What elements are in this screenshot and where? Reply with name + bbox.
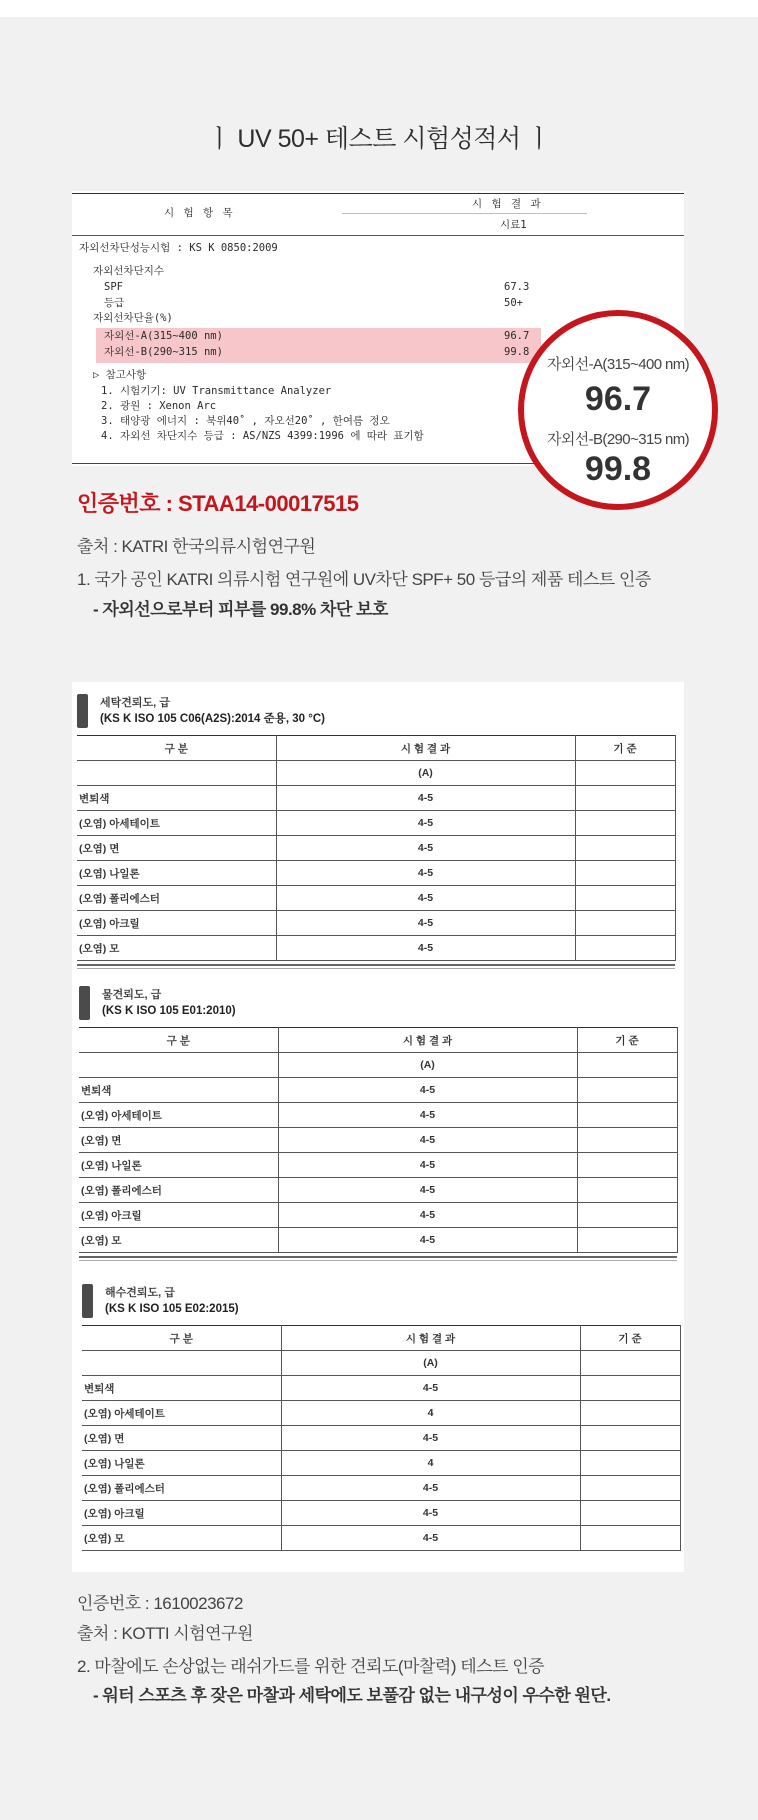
table-header-row [82, 1326, 680, 1351]
seawater-fastness-section [82, 1282, 682, 1562]
row-criteria [575, 911, 675, 936]
fastness-table [79, 1027, 678, 1253]
row-result: 4-5 [278, 1078, 577, 1103]
empty-cell [575, 761, 675, 786]
section-title: 세탁견뢰도, 급 [100, 697, 170, 709]
row-result: 4-5 [276, 811, 575, 836]
row-result: 4-5 [281, 1426, 580, 1451]
row-criteria [575, 836, 675, 861]
certification-source: 출처 : KOTTI 시험연구원 [77, 1624, 253, 1643]
row-label: (오염) 면 [77, 836, 276, 861]
row-criteria [580, 1526, 680, 1551]
row-criteria [580, 1501, 680, 1526]
row-result: 4-5 [281, 1376, 580, 1401]
row-label: (오염) 폴리에스터 [77, 886, 276, 911]
badge-uvb-label: 자외선-B(290~315 nm) [546, 431, 690, 448]
row-result: 4-5 [278, 1103, 577, 1128]
note-item: 3. 태양광 에너지 : 북위40˚ , 자오선20˚ , 한여름 정오 [101, 415, 390, 427]
table-row [82, 1476, 680, 1501]
row-result: 4-5 [281, 1501, 580, 1526]
certification-number: 인증번호 : 1610023672 [77, 1594, 243, 1613]
header-result-rule [342, 213, 587, 214]
row-result: 4-5 [278, 1128, 577, 1153]
row-criteria [575, 886, 675, 911]
row-result: 4-5 [278, 1203, 577, 1228]
table-row [79, 1153, 677, 1178]
badge-uvb-value: 99.8 [584, 450, 652, 488]
badge-uva-value: 96.7 [584, 380, 652, 418]
top-strip [0, 0, 758, 17]
table-row [77, 861, 675, 886]
sample-sub-header: (A) [278, 1053, 577, 1078]
row-result: 4-5 [276, 836, 575, 861]
page-title: ㅣ UV 50+ 테스트 시험성적서 ㅣ [207, 125, 551, 153]
table-row [79, 1203, 677, 1228]
uva-value: 96.7 [504, 330, 530, 342]
section-marker [79, 986, 90, 1020]
row-label: (오염) 폴리에스터 [82, 1476, 281, 1501]
uva-label: 자외선-A(315~400 nm) [104, 330, 223, 342]
table-row [79, 1228, 677, 1253]
report-top-rule [72, 193, 684, 194]
row-result: 4 [281, 1401, 580, 1426]
certification-description: 2. 마찰에도 손상없는 래쉬가드를 위한 견뢰도(마찰력) 테스트 인증 [77, 1657, 545, 1676]
table-row [77, 786, 675, 811]
row-label: (오염) 아세테이트 [79, 1103, 278, 1128]
fastness-table [82, 1325, 681, 1551]
row-label: (오염) 모 [77, 936, 276, 961]
row-criteria [577, 1153, 677, 1178]
section-end-rule [77, 964, 675, 969]
row-result: 4-5 [276, 886, 575, 911]
row-label: (오염) 아크릴 [77, 911, 276, 936]
row-criteria [575, 861, 675, 886]
spf-value: 67.3 [504, 281, 530, 293]
column-header-result: 시 험 결 과 [281, 1326, 580, 1351]
table-head [82, 1326, 680, 1351]
row-result: 4-5 [278, 1153, 577, 1178]
certification-highlight: - 워터 스포츠 후 잦은 마찰과 세탁에도 보풀감 없는 내구성이 우수한 원단. [93, 1686, 611, 1705]
table-row [77, 811, 675, 836]
column-header-category: 구 분 [77, 736, 276, 761]
table-row [82, 1401, 680, 1426]
grade-value: 50+ [504, 297, 523, 309]
row-result: 4-5 [281, 1526, 580, 1551]
certification-number: 인증번호 : STAA14-00017515 [77, 491, 359, 516]
row-result: 4-5 [276, 861, 575, 886]
row-label: (오염) 면 [79, 1128, 278, 1153]
row-criteria [575, 811, 675, 836]
grade-label: 등급 [104, 297, 125, 309]
row-criteria [580, 1376, 680, 1401]
empty-cell [77, 761, 276, 786]
row-criteria [580, 1426, 680, 1451]
header-test-item: 시 험 항 목 [164, 207, 236, 219]
row-criteria [577, 1228, 677, 1253]
table-row [77, 836, 675, 861]
section-standard: (KS K ISO 105 E01:2010) [102, 1005, 236, 1017]
note-item: 1. 시험기기: UV Transmittance Analyzer [101, 385, 332, 397]
water-fastness-section [79, 984, 679, 1264]
spf-section-label: 자외선차단지수 [93, 265, 165, 277]
row-result: 4-5 [281, 1476, 580, 1501]
row-label: (오염) 나일론 [82, 1451, 281, 1476]
table-row [82, 1451, 680, 1476]
row-criteria [577, 1078, 677, 1103]
header-test-result: 시 험 결 과 [472, 198, 544, 210]
empty-cell [82, 1351, 281, 1376]
table-row [82, 1501, 680, 1526]
table-row [77, 936, 675, 961]
table-head [77, 736, 675, 761]
row-criteria [575, 936, 675, 961]
table-head [79, 1028, 677, 1053]
column-header-criteria: 기 준 [575, 736, 675, 761]
sample-sub-header: (A) [281, 1351, 580, 1376]
table-row [82, 1526, 680, 1551]
table-body [79, 1053, 677, 1253]
empty-cell [577, 1053, 677, 1078]
row-label: (오염) 나일론 [77, 861, 276, 886]
row-criteria [577, 1103, 677, 1128]
row-label: 변퇴색 [77, 786, 276, 811]
column-header-criteria: 기 준 [580, 1326, 680, 1351]
note-item: 4. 자외선 차단지수 등급 : AS/NZS 4399:1996 에 따라 표기함 [101, 430, 424, 442]
row-label: (오염) 아세테이트 [77, 811, 276, 836]
sample-sub-header: (A) [276, 761, 575, 786]
column-header-category: 구 분 [82, 1326, 281, 1351]
row-criteria [575, 786, 675, 811]
row-label: 변퇴색 [82, 1376, 281, 1401]
uv-result-badge [518, 310, 718, 510]
table-body [77, 761, 675, 961]
column-header-result: 시 험 결 과 [278, 1028, 577, 1053]
row-label: (오염) 폴리에스터 [79, 1178, 278, 1203]
row-criteria [580, 1451, 680, 1476]
uvb-label: 자외선-B(290~315 nm) [104, 346, 223, 358]
row-criteria [580, 1476, 680, 1501]
row-result: 4-5 [278, 1178, 577, 1203]
row-label: (오염) 모 [79, 1228, 278, 1253]
note-item: 2. 광원 : Xenon Arc [101, 400, 217, 412]
row-criteria [577, 1178, 677, 1203]
spf-label: SPF [104, 281, 123, 293]
row-result: 4-5 [276, 786, 575, 811]
uvb-value: 99.8 [504, 346, 530, 358]
section-end-rule [79, 1256, 677, 1261]
row-label: (오염) 면 [82, 1426, 281, 1451]
sub-header-row [82, 1351, 680, 1376]
table-row [77, 911, 675, 936]
section-marker [82, 1284, 93, 1318]
row-result: 4-5 [278, 1228, 577, 1253]
row-result: 4-5 [276, 911, 575, 936]
table-row [79, 1103, 677, 1128]
row-label: (오염) 아크릴 [82, 1501, 281, 1526]
certification-highlight: - 자외선으로부터 피부를 99.8% 차단 보호 [93, 600, 388, 619]
table-header-row [77, 736, 675, 761]
row-criteria [577, 1203, 677, 1228]
table-row [82, 1376, 680, 1401]
certification-source: 출처 : KATRI 한국의류시험연구원 [77, 537, 316, 556]
row-criteria [577, 1128, 677, 1153]
section-standard: (KS K ISO 105 C06(A2S):2014 준용, 30 °C) [100, 713, 325, 725]
table-header-row [79, 1028, 677, 1053]
notes-title: ▷ 참고사항 [93, 369, 147, 381]
column-header-category: 구 분 [79, 1028, 278, 1053]
row-label: (오염) 나일론 [79, 1153, 278, 1178]
row-label: (오염) 모 [82, 1526, 281, 1551]
certification-description: 1. 국가 공인 KATRI 의류시험 연구원에 UV차단 SPF+ 50 등급의 제품 테스트 인증 [77, 570, 651, 589]
section-title: 해수견뢰도, 급 [105, 1287, 175, 1299]
fastness-test-report [72, 682, 684, 1572]
row-criteria [580, 1401, 680, 1426]
table-row [77, 886, 675, 911]
row-result: 4-5 [276, 936, 575, 961]
column-header-result: 시 험 결 과 [276, 736, 575, 761]
table-row [79, 1078, 677, 1103]
row-label: 변퇴색 [79, 1078, 278, 1103]
badge-uva-label: 자외선-A(315~400 nm) [546, 356, 690, 373]
header-divider [72, 235, 684, 236]
row-label: (오염) 아세테이트 [82, 1401, 281, 1426]
section-standard: (KS K ISO 105 E02:2015) [105, 1303, 239, 1315]
table-row [79, 1178, 677, 1203]
sub-header-row [79, 1053, 677, 1078]
empty-cell [580, 1351, 680, 1376]
washing-fastness-section [77, 692, 677, 972]
table-body [82, 1351, 680, 1551]
fastness-table [77, 735, 676, 961]
table-row [82, 1426, 680, 1451]
row-result: 4 [281, 1451, 580, 1476]
sub-header-row [77, 761, 675, 786]
test-name: 자외선차단성능시험 : KS K 0850:2009 [79, 242, 278, 254]
column-header-criteria: 기 준 [577, 1028, 677, 1053]
section-title: 물견뢰도, 급 [102, 989, 162, 1001]
table-row [79, 1128, 677, 1153]
empty-cell [79, 1053, 278, 1078]
section-marker [77, 694, 88, 728]
row-label: (오염) 아크릴 [79, 1203, 278, 1228]
rate-section-label: 자외선차단율(%) [93, 312, 173, 324]
sample-label: 시료1 [500, 219, 527, 231]
